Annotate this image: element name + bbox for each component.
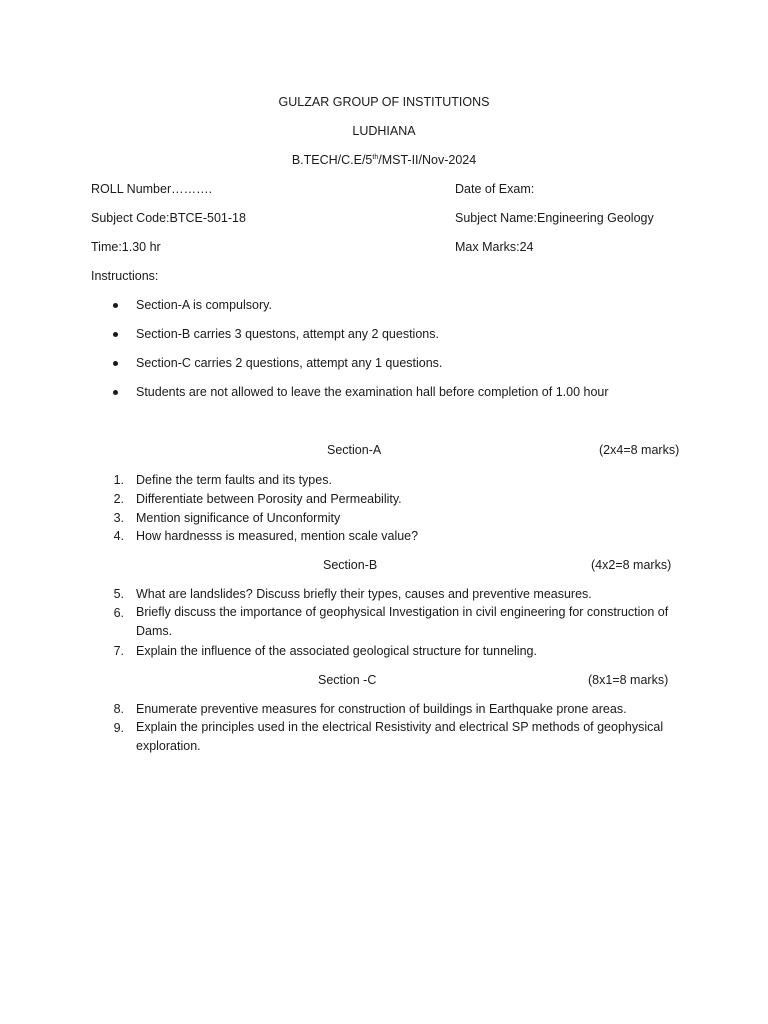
bullet-icon <box>113 303 118 308</box>
question-number: 1. <box>113 473 124 487</box>
question-number: 3. <box>113 511 124 525</box>
section-c-marks: (8x1=8 marks) <box>588 673 669 687</box>
instructions-heading: Instructions: <box>91 269 159 283</box>
subject-code: Subject Code:BTCE-501-18 <box>91 211 246 225</box>
exam-code <box>0 152 768 168</box>
question-number: 5. <box>113 587 124 601</box>
instruction-item: Section-B carries 3 questons, attempt any 2 questions. <box>136 327 439 341</box>
question-number: 8. <box>113 702 124 716</box>
question-number: 4. <box>113 529 124 543</box>
subject-name: Subject Name:Engineering Geology <box>455 211 654 225</box>
instruction-item: Section-A is compulsory. <box>136 298 272 312</box>
question-text: Briefly discuss the importance of geophysical Investigation in civil engineering for construction of Dams. <box>136 605 669 638</box>
question-text: Enumerate preventive measures for construction of buildings in Earthquake prone areas. <box>136 702 627 716</box>
instruction-item: Students are not allowed to leave the examination hall before completion of 1.00 hour <box>136 385 609 399</box>
question-text: Explain the influence of the associated geological structure for tunneling. <box>136 644 537 658</box>
instruction-item: Section-C carries 2 questions, attempt any 1 questions. <box>136 356 443 370</box>
bullet-icon <box>113 332 118 337</box>
exam-code-sup: th <box>372 153 379 161</box>
institution-name: GULZAR GROUP OF INSTITUTIONS <box>278 95 490 109</box>
question-number: 2. <box>113 492 124 506</box>
question-text: Mention significance of Unconformity <box>136 511 341 525</box>
exam-date: Date of Exam: <box>455 182 535 196</box>
question-text: What are landslides? Discuss briefly their types, causes and preventive measures. <box>136 587 592 601</box>
bullet-icon <box>113 361 118 366</box>
question-text: Explain the principles used in the electrical Resistivity and electrical SP methods of geophysical exploration. <box>136 720 664 753</box>
section-c-title: Section -C <box>318 673 377 687</box>
section-b-title: Section-B <box>323 558 378 572</box>
max-marks: Max Marks:24 <box>455 240 534 254</box>
question-number: 6. <box>113 606 124 620</box>
exam-code-prefix: B.TECH/C.E/5 <box>291 153 373 167</box>
question-number: 7. <box>113 644 124 658</box>
roll-number: ROLL Number………. <box>91 182 213 196</box>
bullet-icon <box>113 390 118 395</box>
question-number: 9. <box>113 721 124 735</box>
section-a-marks: (2x4=8 marks) <box>599 443 680 457</box>
question-text: How hardnesss is measured, mention scale value? <box>136 529 419 543</box>
question-text: Define the term faults and its types. <box>136 473 332 487</box>
exam-code-suffix: /MST-II/Nov-2024 <box>378 153 477 167</box>
question-text: Differentiate between Porosity and Permeability. <box>136 492 402 506</box>
exam-time: Time:1.30 hr <box>91 240 161 254</box>
city-name: LUDHIANA <box>352 124 416 138</box>
section-b-marks: (4x2=8 marks) <box>591 558 672 572</box>
section-a-title: Section-A <box>327 443 382 457</box>
